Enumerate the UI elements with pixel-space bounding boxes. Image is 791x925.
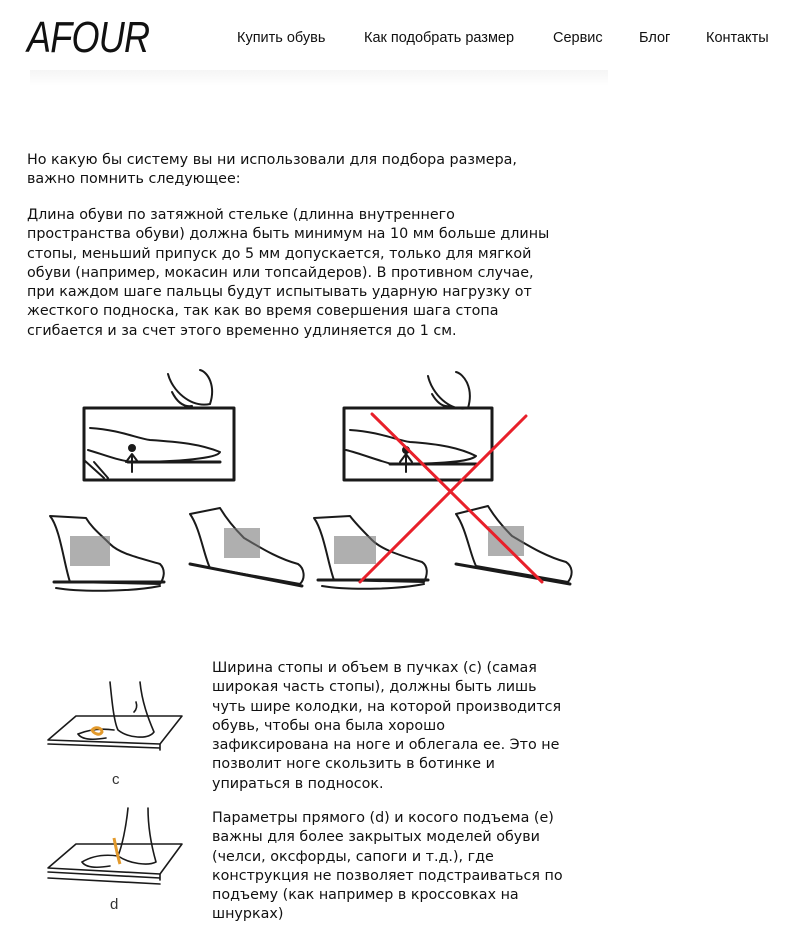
logo[interactable]: AFOUR [27,13,150,62]
main-nav [0,30,791,50]
shoe-sketch-1 [50,516,164,591]
shoe-sketch-3 [314,516,428,589]
foot-instep-figure [48,808,188,900]
shoe-sketch-4 [456,506,572,584]
figure-c-label: c [112,771,120,788]
insole-length-paragraph: Длина обуви по затяжной стельке (длинна внутреннего пространства обуви) должна быть минимум на 10 мм больше длины стопы, меньший припуск до 5 мм допускается, только для мягкой обуви (например, мокасин или топсайдеров). В противном случае, при каждом шаге пальцы будут испытывать ударную нагрузку от жесткого подноска, так как во время совершения шага стопа сгибается и за счет этого временно удлиняется до 1 см. [27,207,550,339]
shoe-sketch-2 [190,508,304,586]
instep-paragraph: Параметры прямого (d) и косого подъема (e) важны для более закрытых моделей обуви (челси, оксфорды, сапоги и т.д.), где конструкция не позволяет подстраиваться по подъему (как например в кроссовках на шнурках) [212,810,563,923]
wrong-fit-diagram [344,372,492,480]
nav-buy-shoes[interactable]: Купить обувь [237,30,326,46]
foot-width-figure [48,682,188,772]
wrong-fit-cross [360,414,542,582]
correct-fit-diagram [84,370,234,480]
nav-service[interactable]: Сервис [553,30,603,46]
foot-width-paragraph: Ширина стопы и объем в пучках (с) (самая широкая часть стопы), должны быть лишь чуть шире колодки, на которой производится обувь, чтобы она была хорошо зафиксирована на ноге и облегала ее. Это не позволит ноге скользить в ботинке и упираться в подносок. [212,660,562,792]
intro-paragraph: Но какую бы систему вы ни использовали для подбора размера, важно помнить следующее: [27,152,517,188]
shoe-fit-illustration [40,368,610,628]
header-divider [30,70,608,86]
figure-d-label: d [110,896,119,913]
nav-blog[interactable]: Блог [639,30,671,46]
nav-contacts[interactable]: Контакты [706,30,769,46]
nav-size-guide[interactable]: Как подобрать размер [364,30,515,46]
